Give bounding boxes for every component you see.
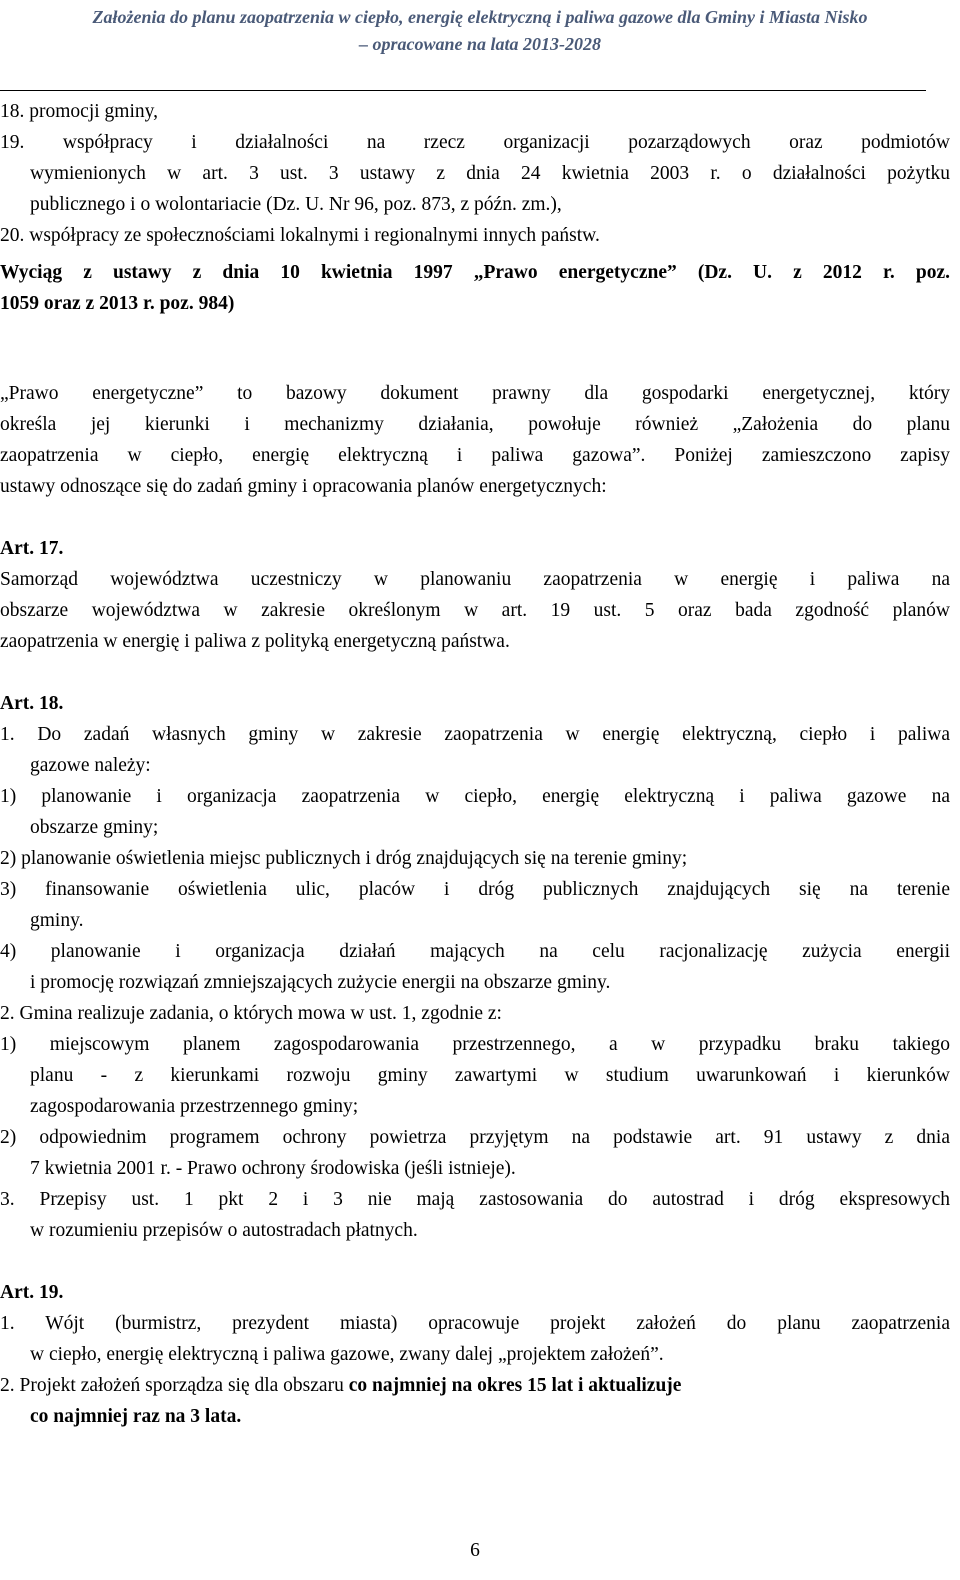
article-18-point-1: 1. Do zadań własnych gminy w zakresie zaopatrzenia w energię elektryczną, ciepło i paliwa bbox=[0, 724, 950, 745]
article-18-point-2-subpoint-1-end: zagospodarowania przestrzennego gminy; bbox=[30, 1096, 359, 1117]
article-18-point-3: 3. Przepisy ust. 1 pkt 2 i 3 nie mają zastosowania do autostrad i dróg ekspresowych bbox=[0, 1189, 950, 1210]
article-18-subpoint-4: 4) planowanie i organizacja działań mających na celu racjonalizację zużycia energii bbox=[0, 941, 950, 962]
article-17-text-line-2: obszarze województwa w zakresie określonym w art. 19 ust. 5 oraz bada zgodność planów bbox=[0, 600, 950, 621]
article-18-subpoint-1: 1) planowanie i organizacja zaopatrzenia w ciepło, energię elektryczną i paliwa gazowe na bbox=[0, 786, 950, 807]
header-subtitle: – opracowane na lata 2013-2028 bbox=[358, 34, 601, 54]
article-17-heading: Art. 17. bbox=[0, 538, 64, 559]
list-item-19: 19. współpracy i działalności na rzecz organizacji pozarządowych oraz podmiotów bbox=[0, 132, 950, 153]
header-divider bbox=[0, 90, 926, 91]
article-19-point-2-emphasis-continued: co najmniej raz na 3 lata. bbox=[30, 1406, 242, 1427]
article-18-subpoint-4-continued: i promocję rozwiązań zmniejszających zużycie energii na obszarze gminy. bbox=[30, 972, 611, 993]
article-19-heading: Art. 19. bbox=[0, 1282, 64, 1303]
article-18-point-1-continued: gazowe należy: bbox=[30, 755, 151, 776]
article-18-point-3-continued: w rozumieniu przepisów o autostradach płatnych. bbox=[30, 1220, 418, 1241]
list-item-19-end: publicznego i o wolontariacie (Dz. U. Nr 96, poz. 873, z późn. zm.), bbox=[30, 194, 562, 215]
article-18-point-2-subpoint-2-continued: 7 kwietnia 2001 r. - Prawo ochrony środowiska (jeśli istnieje). bbox=[30, 1158, 516, 1179]
article-19-point-2-emphasis: co najmniej na okres 15 lat i aktualizuje bbox=[348, 1375, 682, 1396]
list-item-18: 18. promocji gminy, bbox=[0, 101, 158, 122]
article-18-point-2-subpoint-2: 2) odpowiednim programem ochrony powietrza przyjętym na podstawie art. 91 ustawy z dnia bbox=[0, 1127, 950, 1148]
article-19-point-2-text: 2. Projekt założeń sporządza się dla obszaru bbox=[0, 1375, 349, 1396]
list-item-19-continued: wymienionych w art. 3 ust. 3 ustawy z dnia 24 kwietnia 2003 r. o działalności pożytku bbox=[30, 163, 950, 184]
header-title: Założenia do planu zaopatrzenia w ciepło, energię elektryczną i paliwa gazowe dla Gminy i Miasta Nisko bbox=[92, 7, 868, 27]
page-number: 6 bbox=[470, 1540, 480, 1561]
article-18-heading: Art. 18. bbox=[0, 693, 64, 714]
article-18-point-2-subpoint-1: 1) miejscowym planem zagospodarowania przestrzennego, a w przypadku braku takiego bbox=[0, 1034, 950, 1055]
article-18-point-2: 2. Gmina realizuje zadania, o których mowa w ust. 1, zgodnie z: bbox=[0, 1003, 502, 1024]
article-17-text: Samorząd województwa uczestniczy w planowaniu zaopatrzenia w energię i paliwa na bbox=[0, 569, 950, 590]
article-18-point-2-subpoint-1-continued: planu - z kierunkami rozwoju gminy zawartymi w studium uwarunkowań i kierunków bbox=[30, 1065, 950, 1086]
section-heading: Wyciąg z ustawy z dnia 10 kwietnia 1997 „Prawo energetyczne” (Dz. U. z 2012 r. poz. bbox=[0, 262, 950, 283]
paragraph-intro: „Prawo energetyczne” to bazowy dokument prawny dla gospodarki energetycznej, który bbox=[0, 383, 950, 404]
article-17-text-line-3: zaopatrzenia w energię i paliwa z polityką energetyczną państwa. bbox=[0, 631, 510, 652]
section-heading-continued: 1059 oraz z 2013 r. poz. 984) bbox=[0, 293, 235, 314]
paragraph-intro-line-3: zaopatrzenia w ciepło, energię elektryczną i paliwa gazowa”. Poniżej zamieszczono zapisy bbox=[0, 445, 950, 466]
article-18-subpoint-2: 2) planowanie oświetlenia miejsc publicznych i dróg znajdujących się na terenie gminy; bbox=[0, 848, 688, 869]
article-19-point-2 bbox=[0, 1370, 950, 1401]
page-header bbox=[0, 4, 960, 58]
article-19-point-1-continued: w ciepło, energię elektryczną i paliwa gazowe, zwany dalej „projektem założeń”. bbox=[30, 1344, 664, 1365]
article-18-subpoint-1-continued: obszarze gminy; bbox=[30, 817, 159, 838]
list-item-20: 20. współpracy ze społecznościami lokalnymi i regionalnymi innych państw. bbox=[0, 225, 600, 246]
paragraph-intro-line-2: określa jej kierunki i mechanizmy działania, powołuje również „Założenia do planu bbox=[0, 414, 950, 435]
article-19-point-1: 1. Wójt (burmistrz, prezydent miasta) opracowuje projekt założeń do planu zaopatrzenia bbox=[0, 1313, 950, 1334]
paragraph-intro-line-4: ustawy odnoszące się do zadań gminy i opracowania planów energetycznych: bbox=[0, 476, 607, 497]
article-18-subpoint-3-continued: gminy. bbox=[30, 910, 84, 931]
article-18-subpoint-3: 3) finansowanie oświetlenia ulic, placów i dróg publicznych znajdujących się na terenie bbox=[0, 879, 950, 900]
